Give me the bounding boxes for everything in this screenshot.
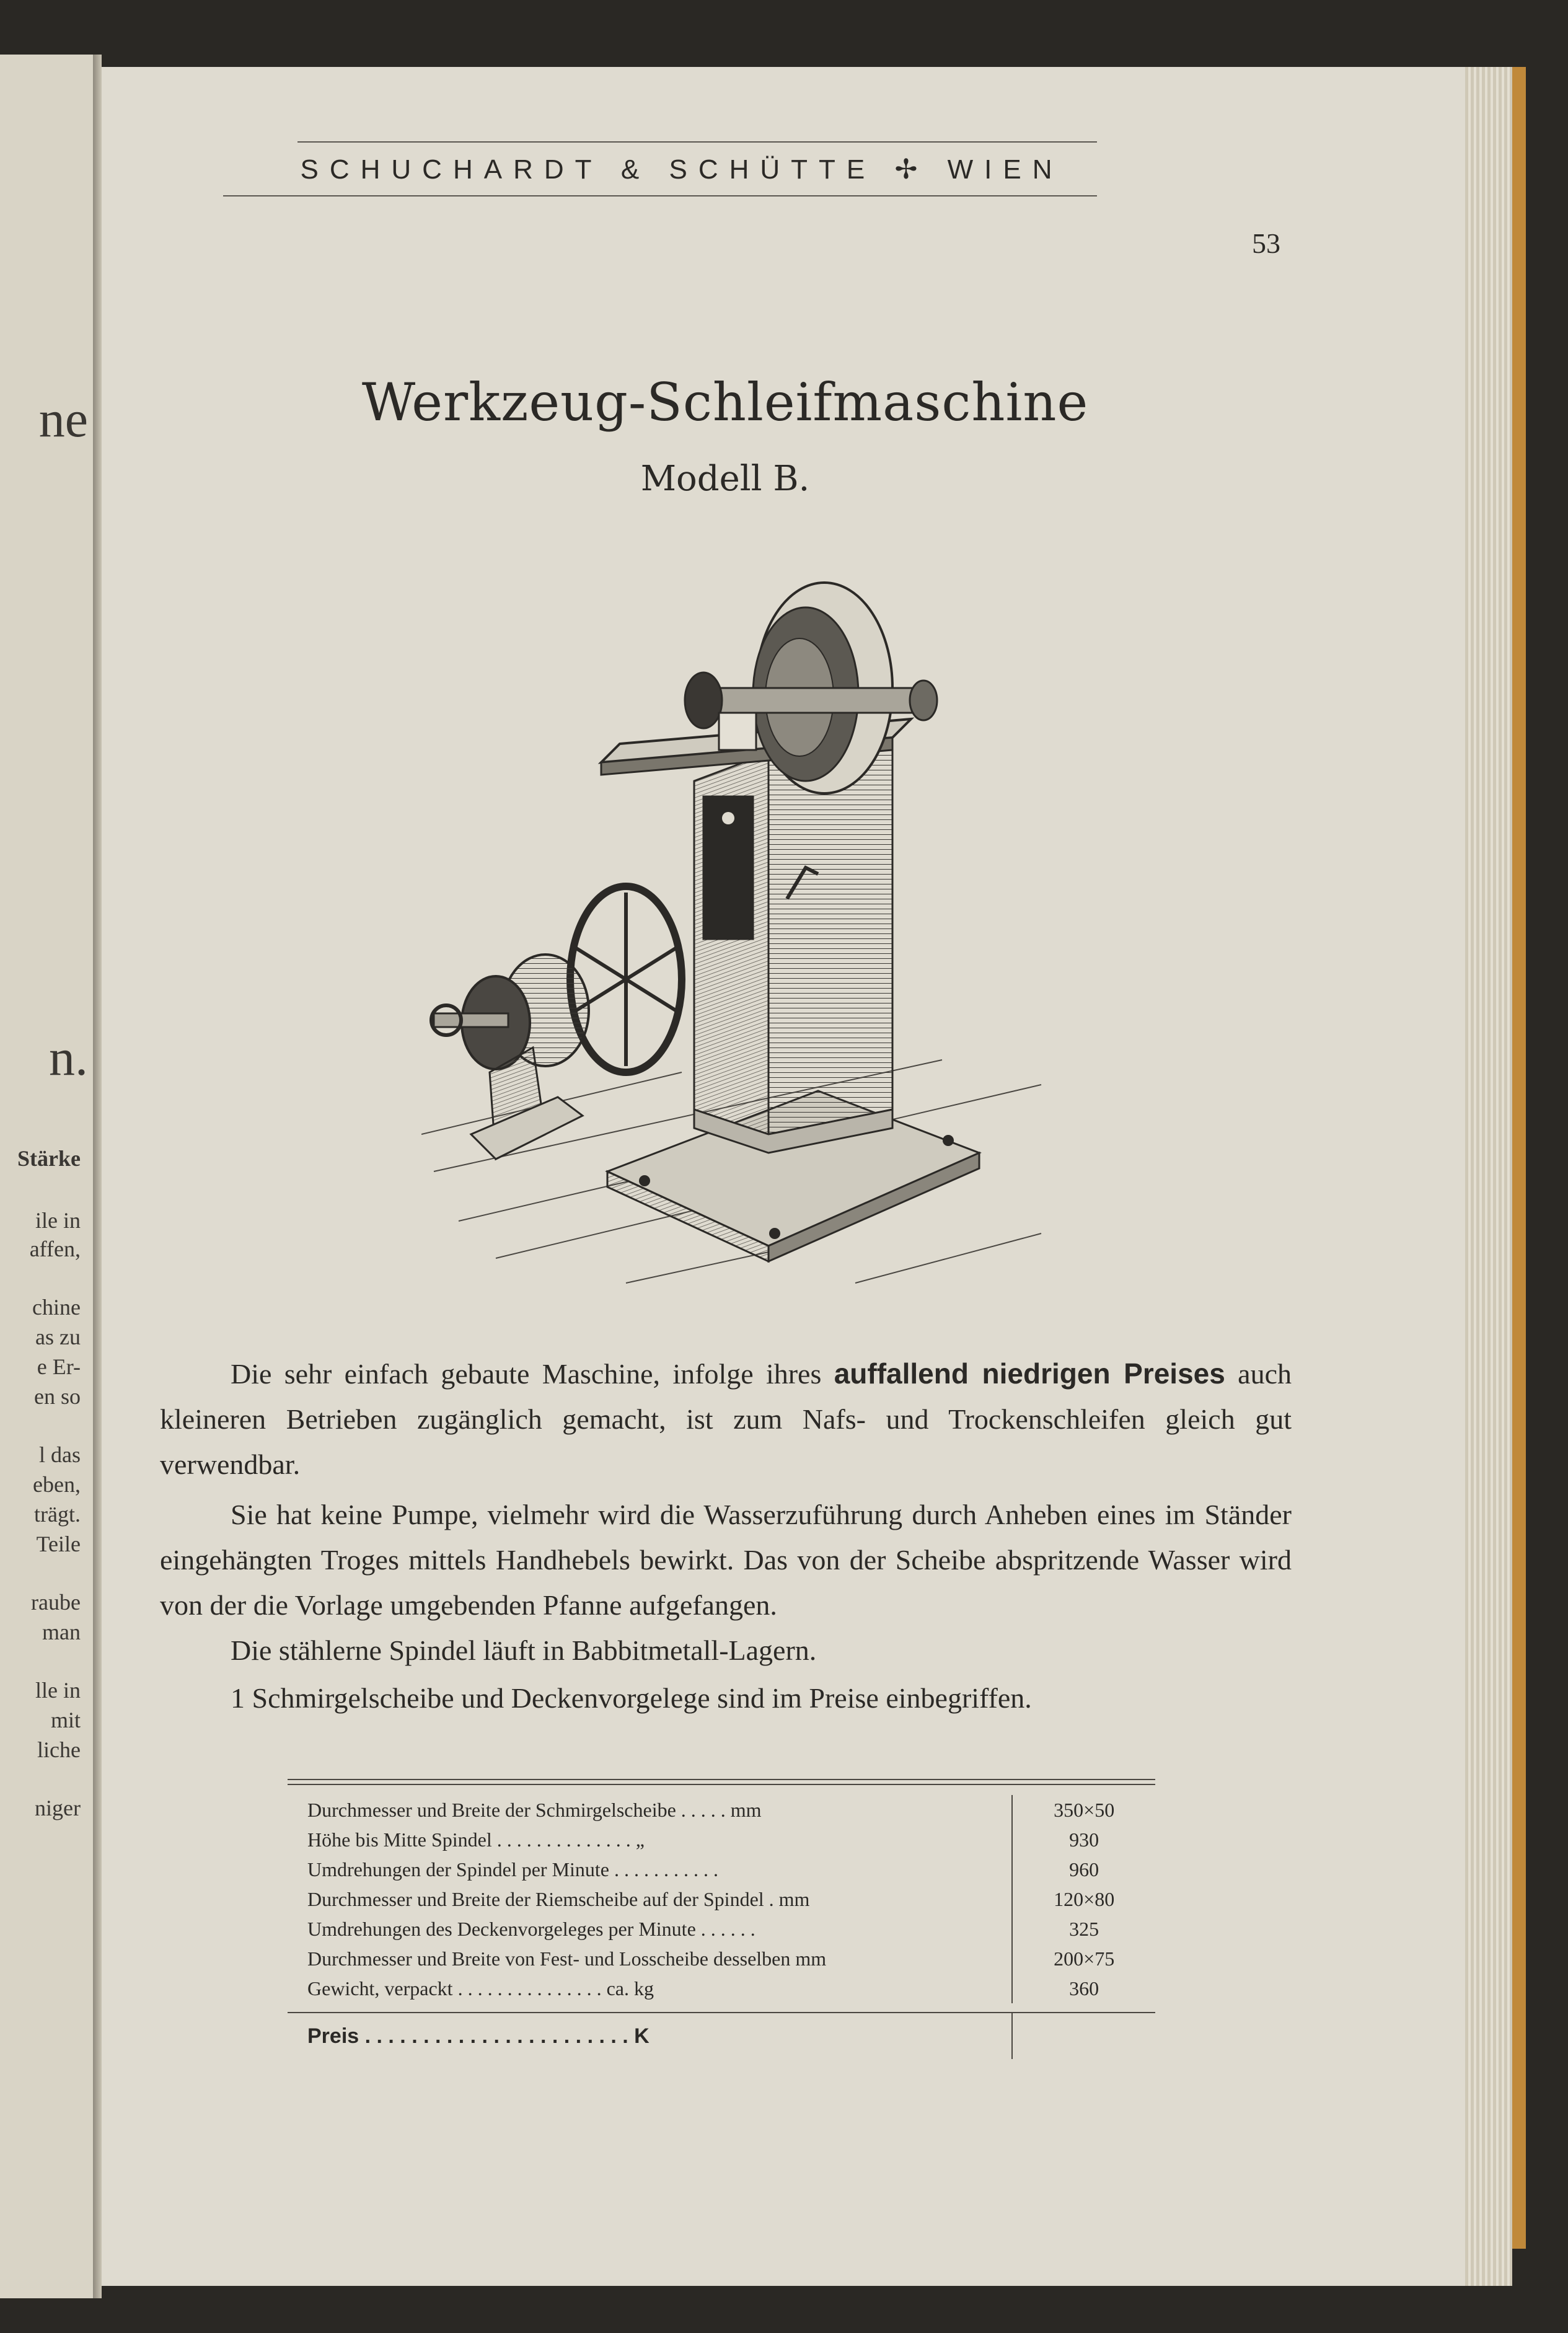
row-label: Höhe bis Mitte Spindel . . . . . . . . . . . . . . „	[307, 1828, 645, 1851]
left-text-fragment: affen,	[29, 1237, 81, 1261]
page-number: 53	[1252, 227, 1280, 259]
table-rule	[288, 1779, 1155, 1785]
left-page-fragment	[0, 55, 94, 2298]
paragraph: 1 Schmirgelscheibe und Deckenvorgelege sind im Preise einbegriffen.	[231, 1682, 1032, 1714]
book-binding	[1512, 67, 1526, 2249]
table-row	[288, 1914, 1155, 1944]
price-label: Preis . . . . . . . . . . . . . . . . . . . . . . . K	[307, 2024, 650, 2048]
row-label: Durchmesser und Breite von Fest- und Losscheibe desselben mm	[307, 1947, 827, 1970]
left-text-fragment: ile in	[35, 1208, 81, 1233]
paragraph-text: auch kleineren Betrieben zugänglich gemacht, ist zum Nafs- und Trockenschleifen gleich gut verwendbar.	[160, 1358, 1292, 1480]
row-label: Gewicht, verpackt . . . . . . . . . . . . . . . ca. kg	[307, 1977, 654, 2000]
running-header	[192, 141, 1159, 196]
left-text-fragment: en so	[34, 1384, 81, 1409]
row-value: 325	[1011, 1914, 1155, 1944]
row-label: Durchmesser und Breite der Schmirgelscheibe . . . . . mm	[307, 1798, 762, 1821]
grinding-machine-icon	[421, 576, 1054, 1295]
specification-table	[288, 1779, 1155, 2059]
page-edges	[1465, 67, 1512, 2286]
left-text-fragment: lle in	[35, 1678, 81, 1703]
paragraph-text: Die sehr einfach gebaute Maschine, infolge ihres	[231, 1358, 834, 1390]
table-row	[288, 1854, 1155, 1884]
paragraph	[160, 1351, 1292, 1487]
book-gutter	[93, 55, 102, 2298]
left-text-fragment: raube	[31, 1590, 81, 1615]
body-text	[160, 1351, 1292, 1721]
table-row	[288, 1884, 1155, 1914]
left-text-fragment: liche	[37, 1737, 81, 1762]
left-text-fragment: mit	[50, 1708, 81, 1732]
row-value: 350×50	[1011, 1795, 1155, 1825]
row-value: 120×80	[1011, 1884, 1155, 1914]
left-text-fragment: ne	[38, 390, 88, 448]
row-label: Umdrehungen des Deckenvorgeleges per Minute . . . . . .	[307, 1917, 755, 1940]
table-body	[288, 1785, 1155, 2012]
table-row	[288, 1795, 1155, 1825]
left-text-fragment: niger	[35, 1796, 81, 1820]
left-text-fragment: trägt.	[34, 1502, 81, 1527]
row-label: Durchmesser und Breite der Riemscheibe auf der Spindel . mm	[307, 1887, 810, 1910]
header-rule	[223, 195, 1097, 196]
page-subtitle: Modell B.	[640, 459, 810, 499]
left-text-fragment: l das	[39, 1442, 81, 1467]
left-text-fragment: as zu	[35, 1325, 81, 1349]
left-text-fragment: chine	[32, 1295, 81, 1320]
left-text-fragment: n.	[49, 1029, 88, 1087]
left-text-fragment: Teile	[36, 1532, 81, 1556]
table-row	[288, 1825, 1155, 1854]
row-value: 960	[1011, 1854, 1155, 1884]
left-text-fragment: e Er-	[37, 1354, 81, 1379]
table-row	[288, 1944, 1155, 1974]
row-value: 360	[1011, 1974, 1155, 2003]
paragraph: Die stählerne Spindel läuft in Babbitmetall-Lagern.	[231, 1634, 817, 1666]
page-title: Werkzeug-Schleifmaschine	[361, 372, 1089, 433]
left-text-fragment: Stärke	[17, 1146, 81, 1171]
row-value: 930	[1011, 1825, 1155, 1854]
row-label: Umdrehungen der Spindel per Minute . . . . . . . . . . .	[307, 1858, 718, 1881]
header-title: SCHUCHARDT & SCHÜTTE ✢ WIEN	[300, 154, 1064, 185]
price-value	[1011, 2013, 1155, 2059]
row-value: 200×75	[1011, 1944, 1155, 1974]
left-text-fragment: man	[42, 1620, 81, 1644]
price-row	[288, 2013, 1155, 2059]
table-row	[288, 1974, 1155, 2003]
emphasis-text: auffallend niedrigen Preises	[834, 1357, 1225, 1390]
paragraph: Sie hat keine Pumpe, vielmehr wird die Wasserzuführung durch Anheben eines im Ständer eingehängten Troges mittels Handhebels bewirkt. Das von der Scheibe abspritzende Wasser wird von der die Vorlage umgebenden Pfanne aufgefangen.	[160, 1499, 1292, 1621]
left-text-fragment: eben,	[33, 1472, 81, 1497]
